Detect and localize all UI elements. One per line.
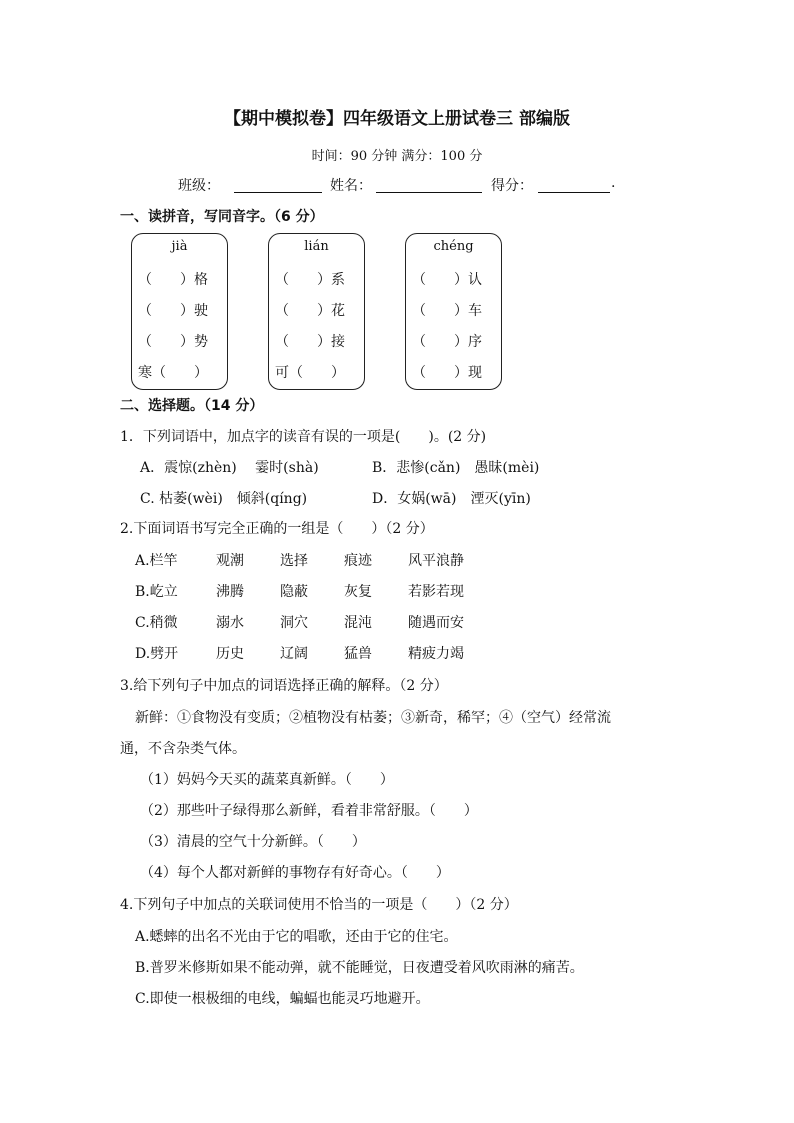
q1-option-a[interactable]: A．震惊(zhèn) 霎时(shà) (140, 460, 319, 476)
q2-word: 随遇而安 (408, 615, 464, 631)
q4-option-c[interactable]: C.即使一根极细的电线，蝙蝠也能灵巧地避开。 (135, 991, 430, 1007)
question-1-stem: 1．下列词语中，加点字的读音有误的一项是( )。(2 分) (120, 429, 487, 445)
q3-item[interactable]: （1）妈妈今天买的蔬菜真新鲜。（ ） (140, 772, 394, 788)
fill-row[interactable]: （ ）认 (412, 272, 482, 288)
fill-row[interactable]: （ ）车 (412, 303, 482, 319)
class-blank[interactable] (234, 176, 322, 193)
question-2-stem: 2.下面词语书写完全正确的一组是（ ）（2 分） (120, 521, 434, 537)
name-blank[interactable] (376, 176, 482, 193)
q4-option-b[interactable]: B.普罗米修斯如果不能动弹，就不能睡觉，日夜遭受着风吹雨淋的痛苦。 (135, 960, 584, 976)
page-title: 【期中模拟卷】四年级语文上册试卷三 部编版 (224, 109, 570, 129)
pinyin-label: chéng (433, 239, 474, 254)
class-label: 班级： (178, 178, 220, 194)
q3-definition-cont: 通，不含杂类气体。 (120, 741, 246, 757)
question-3-stem: 3.给下列句子中加点的词语选择正确的解释。（2 分） (120, 678, 448, 694)
q2-word: 猛兽 (344, 646, 372, 662)
name-label: 姓名： (330, 178, 372, 194)
fill-row[interactable]: （ ）格 (138, 272, 208, 288)
score-blank[interactable] (538, 176, 610, 193)
pinyin-label: lián (304, 239, 329, 254)
pinyin-box-lian (268, 233, 365, 390)
fill-row[interactable]: （ ）系 (275, 272, 345, 288)
exam-time-score: 时间：90 分钟 满分：100 分 (311, 149, 483, 164)
section1-heading: 一、读拼音，写同音字。（6 分） (120, 209, 324, 225)
q2-word: 辽阔 (280, 646, 308, 662)
q2-word: 历史 (216, 646, 244, 662)
pinyin-label: jià (171, 239, 188, 254)
q3-item[interactable]: （3）清晨的空气十分新鲜。（ ） (140, 834, 366, 850)
fill-row[interactable]: （ ）势 (138, 334, 208, 350)
q2-option-a[interactable]: A.栏竿 (135, 553, 178, 569)
fill-row[interactable]: （ ）驶 (138, 303, 208, 319)
q2-word: 选择 (280, 553, 308, 569)
fill-row[interactable]: （ ）序 (412, 334, 482, 350)
q4-option-a[interactable]: A.蟋蟀的出名不光由于它的唱歌，还由于它的住宅。 (135, 929, 458, 945)
q2-word: 溺水 (216, 615, 244, 631)
q2-word: 混沌 (344, 615, 372, 631)
q2-word: 精疲力竭 (408, 646, 464, 662)
q2-word: 痕迹 (344, 553, 372, 569)
fill-row[interactable]: 寒（ ） (138, 365, 208, 381)
pinyin-box-cheng (405, 233, 502, 390)
q1-option-d[interactable]: D．女娲(wā) 湮灭(yīn) (372, 491, 531, 507)
q2-word: 观潮 (216, 553, 244, 569)
q3-item[interactable]: （2）那些叶子绿得那么新鲜，看着非常舒服。（ ） (140, 803, 478, 819)
q2-option-b[interactable]: B.屹立 (135, 584, 178, 600)
q2-option-c[interactable]: C.稍微 (135, 615, 178, 631)
q2-option-d[interactable]: D.劈开 (135, 646, 179, 662)
fill-row[interactable]: 可（ ） (275, 365, 345, 381)
pinyin-box-jia (131, 233, 228, 390)
q1-option-c[interactable]: C. 枯萎(wèi) 倾斜(qíng) (140, 491, 308, 507)
section2-heading: 二、选择题。（14 分） (120, 398, 264, 414)
fill-row[interactable]: （ ）接 (275, 334, 345, 350)
fill-row[interactable]: （ ）花 (275, 303, 345, 319)
q2-word: 隐蔽 (280, 584, 308, 600)
question-4-stem: 4.下列句子中加点的关联词使用不恰当的一项是（ ）（2 分） (120, 897, 518, 913)
q2-word: 沸腾 (216, 584, 244, 600)
score-label: 得分： (491, 178, 533, 194)
q1-option-b[interactable]: B．悲惨(cǎn) 愚昧(mèi) (372, 460, 540, 476)
q2-word: 风平浪静 (408, 553, 464, 569)
q2-word: 洞穴 (280, 615, 308, 631)
q2-word: 若影若现 (408, 584, 464, 600)
q2-word: 灰复 (344, 584, 372, 600)
q3-definition: 新鲜：①食物没有变质；②植物没有枯萎；③新奇，稀罕；④（空气）经常流 (135, 710, 611, 726)
q3-item[interactable]: （4）每个人都对新鲜的事物存有好奇心。（ ） (140, 865, 450, 881)
trailing-period: . (611, 175, 616, 191)
fill-row[interactable]: （ ）现 (412, 365, 482, 381)
